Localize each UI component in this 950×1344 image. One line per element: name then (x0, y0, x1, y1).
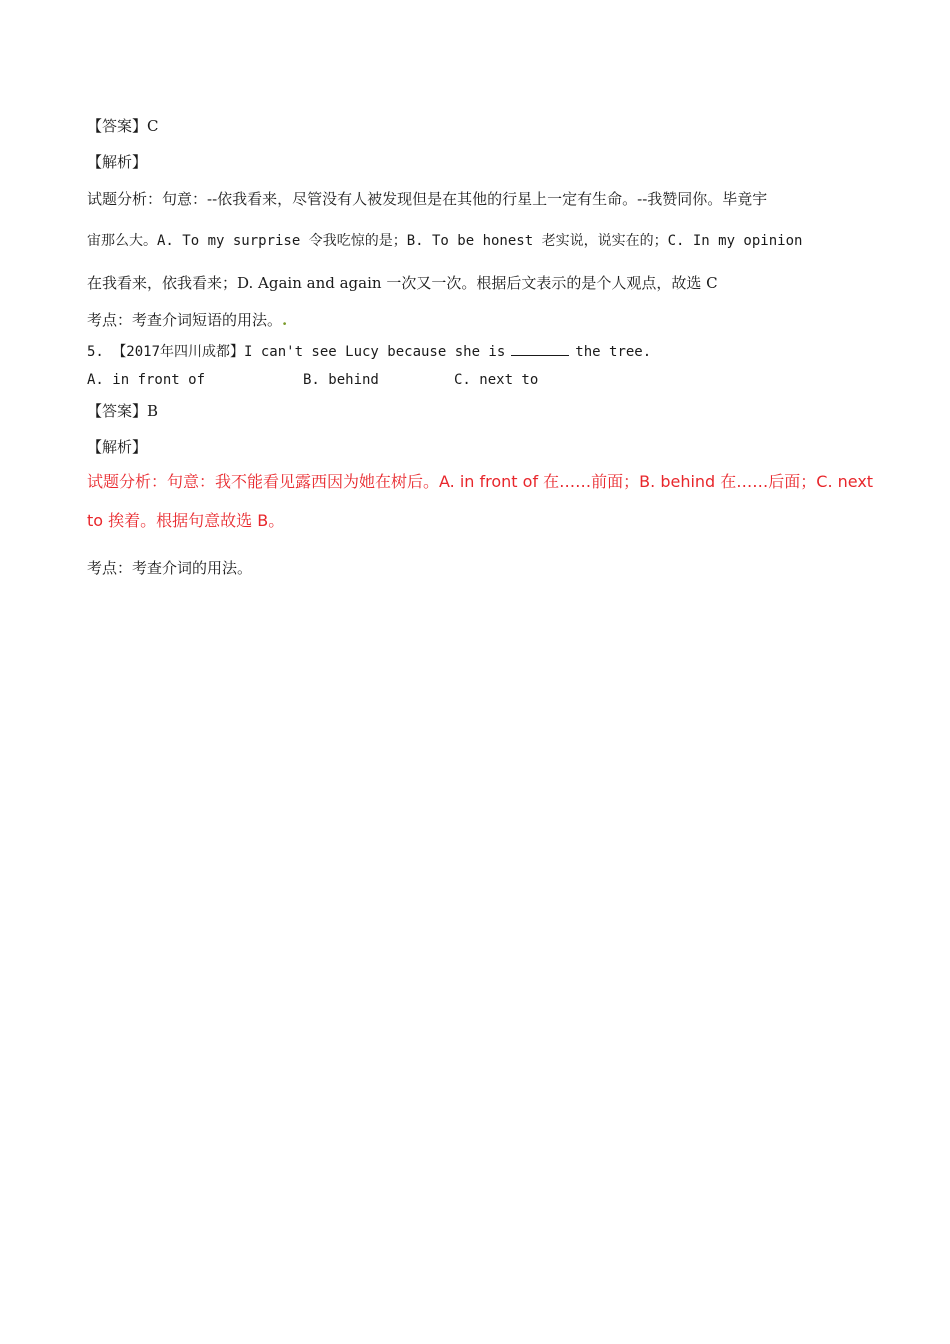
q4-analysis-line-3: 在我看来，依我看来；D. Again and again 一次又一次。根据后文表示的是个人观点，故选 C (87, 274, 718, 292)
q5-analysis-line-1: 试题分析：句意：我不能看见露西因为她在树后。A. in front of 在……前面；B. behind 在……后面；C. next (87, 472, 874, 491)
q4-analysis-line-2: 宙那么大。A. To my surprise 令我吃惊的是；B. To be honest 老实说，说实在的；C. In my opinion (87, 233, 803, 249)
q4-answer: 【答案】C (87, 117, 159, 135)
q5-option-a: A. in front of (87, 372, 206, 388)
q5-question-before: 5. 【2017年四川成都】I can't see Lucy because she is (87, 344, 506, 360)
q4-point (87, 310, 287, 330)
q5-option-b: B. behind (303, 372, 379, 388)
q5-analysis-label: 【解析】 (87, 438, 148, 456)
q4-point-dot: . (282, 311, 288, 329)
q5-analysis-line-2: to 挨着。根据句意故选 B。 (87, 511, 285, 530)
q5-answer: 【答案】B (87, 402, 159, 420)
q5-point: 考点：考查介词的用法。 (87, 559, 253, 577)
q4-analysis-line-1: 试题分析：句意：--依我看来，尽管没有人被发现但是在其他的行星上一定有生命。--我赞同你。毕竟宇 (87, 190, 768, 208)
q5-option-c: C. next to (454, 372, 539, 388)
q5-answer-blank (511, 343, 569, 356)
q5-question (87, 342, 651, 362)
q4-analysis-label: 【解析】 (87, 153, 148, 171)
q5-question-after: the tree. (575, 344, 652, 360)
q4-point-text: 考点：考查介词短语的用法。 (87, 311, 283, 329)
